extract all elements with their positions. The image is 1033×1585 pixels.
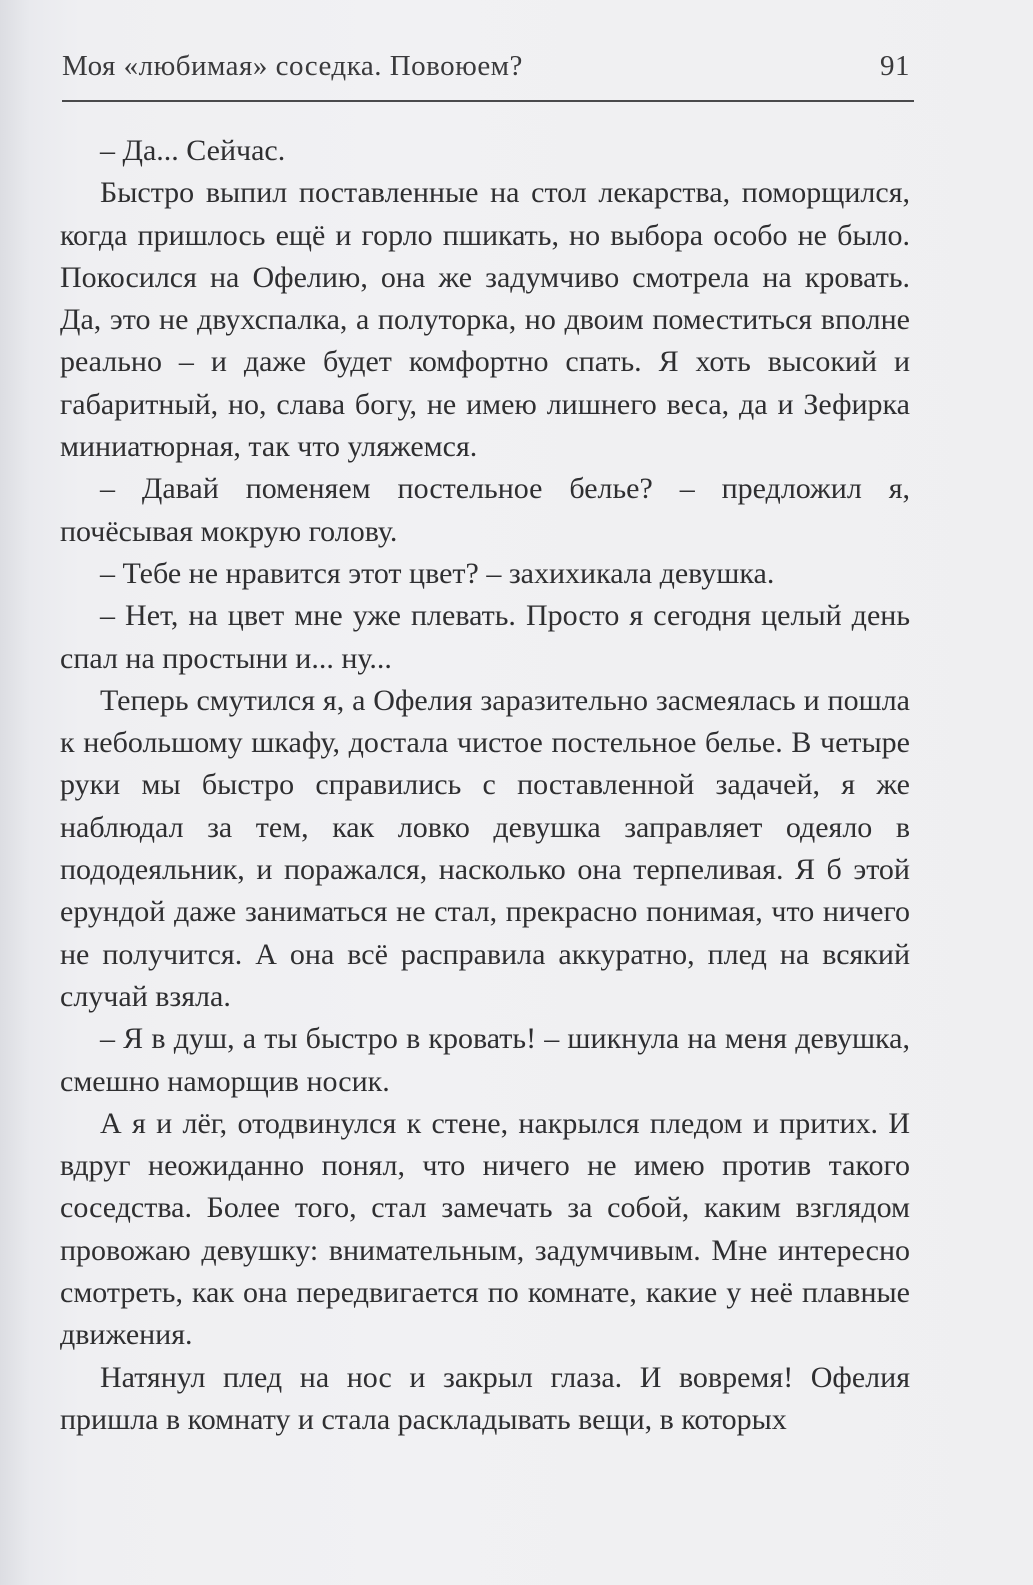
paragraph: – Я в душ, а ты быстро в кровать! – шикнула на меня девушка, смешно наморщив носик. <box>60 1022 910 1098</box>
paragraph: Натянул плед на нос и закрыл глаза. И вовремя! Офелия пришла в комнату и стала раскладывать вещи, в которых <box>60 1360 910 1436</box>
paragraph: Теперь смутился я, а Офелия заразительно засмеялась и пошла к небольшому шкафу, достала чистое постельное белье. В четыре руки мы быстро справились с поставленной задачей, я же наблюдал за тем, как ловко девушка заправляет одеяло в пододеяльник, и поражался, насколько она терпеливая. Я б этой ерундой даже заниматься не стал, прекрасно понимая, что ничего не получится. А она всё расправила аккуратно, плед на всякий случай взяла. <box>60 683 910 1013</box>
paragraph: – Нет, на цвет мне уже плевать. Просто я сегодня целый день спал на простыни и... ну... <box>60 599 910 675</box>
paragraph: – Тебе не нравится этот цвет? – захихикала девушка. <box>100 556 775 590</box>
running-title: Моя «любимая» соседка. Повоюем? <box>62 50 523 82</box>
paragraph: А я и лёг, отодвинулся к стене, накрылся пледом и притих. И вдруг неожиданно понял, что ничего не имею против такого соседства. Более того, стал замечать за собой, каким взглядом провожаю девушку: внимательным, задумчивым. Мне интересно смотреть, как она передвигается по комнате, какие у неё плавные движения. <box>60 1106 910 1352</box>
paragraph: Быстро выпил поставленные на стол лекарства, поморщился, когда пришлось ещё и горло пшикать, но выбора особо не было. Покосился на Офелию, она же задумчиво смотрела на кровать. Да, это не двухспалка, а полуторка, но двоим поместиться вполне реально – и даже будет комфортно спать. Я хоть высокий и габаритный, но, слава богу, не имею лишнего веса, да и Зефирка миниатюрная, так что уляжемся. <box>60 176 910 464</box>
page-number: 91 <box>880 50 910 82</box>
running-header <box>62 50 916 96</box>
paragraph: – Давай поменяем постельное белье? – предложил я, почёсывая мокрую голову. <box>60 472 910 548</box>
body-text <box>60 130 910 1441</box>
header-rule <box>62 100 914 102</box>
paragraph: – Да... Сейчас. <box>100 134 286 167</box>
